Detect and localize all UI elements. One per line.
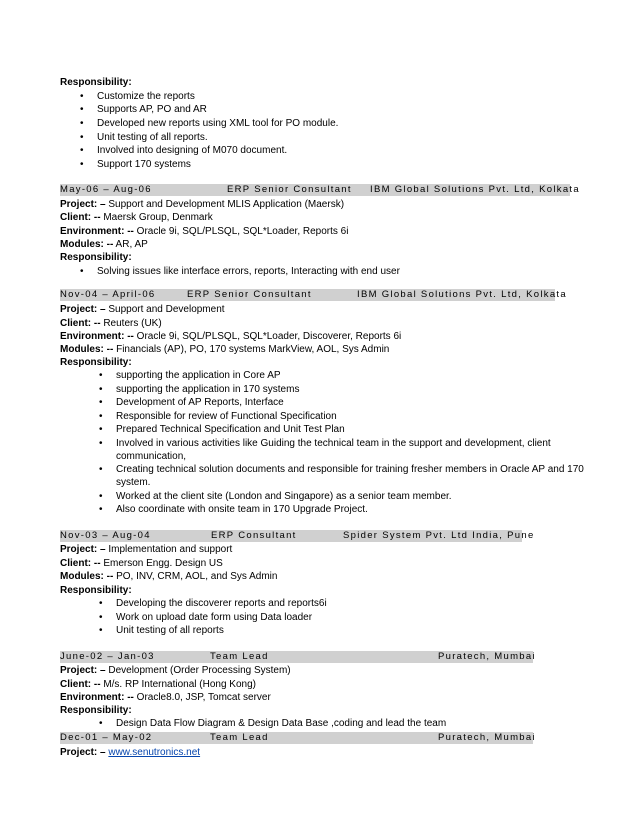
list-item: • Development of AP Reports, Interface	[99, 397, 284, 408]
environment-line: Environment: -- Oracle 9i, SQL/PLSQL, SQL*Loader, Discoverer, Reports 6i	[60, 331, 402, 342]
modules-line: Modules: -- AR, AP	[60, 239, 148, 250]
list-item: • Creating technical solution documents and responsible for training fresher members in Oracle AP and 170	[99, 464, 584, 475]
list-item: • supporting the application in Core AP	[99, 370, 281, 381]
job-period: May-06 – Aug-06	[60, 184, 152, 195]
responsibility-heading: Responsibility:	[60, 357, 132, 368]
client-line: Client: -- Reuters (UK)	[60, 318, 162, 329]
list-item: • Also coordinate with onsite team in 170 Upgrade Project.	[99, 504, 368, 515]
list-item: • Unit testing of all reports.	[80, 132, 208, 143]
responsibility-heading: Responsibility:	[60, 585, 132, 596]
list-item: • Developed new reports using XML tool for PO module.	[80, 118, 339, 129]
job-period: Dec-01 – May-02	[60, 732, 153, 743]
job-company: IBM Global Solutions Pvt. Ltd, Kolkata	[370, 184, 580, 195]
environment-line: Environment: -- Oracle 9i, SQL/PLSQL, SQL*Loader, Reports 6i	[60, 226, 349, 237]
project-line: Project: – Development (Order Processing System)	[60, 665, 291, 676]
list-item-continuation: communication,	[116, 451, 187, 462]
list-item: • Involved into designing of M070 document.	[80, 145, 288, 156]
client-line: Client: -- M/s. RP International (Hong Kong)	[60, 679, 256, 690]
list-item: • Design Data Flow Diagram & Design Data Base ,coding and lead the team	[99, 718, 447, 729]
project-line: Project: – www.senutronics.net	[60, 747, 201, 758]
list-item: • Involved in various activities like Guiding the technical team in the support and development, client	[99, 438, 551, 449]
modules-line: Modules: -- Financials (AP), PO, 170 systems MarkView, AOL, Sys Admin	[60, 344, 390, 355]
job-header-bar	[60, 289, 567, 301]
modules-line: Modules: -- PO, INV, CRM, AOL, and Sys Admin	[60, 571, 278, 582]
job-role: ERP Senior Consultant	[187, 289, 312, 300]
list-item: • supporting the application in 170 systems	[99, 384, 300, 395]
job-period: June-02 – Jan-03	[60, 651, 155, 662]
job-company: Spider System Pvt. Ltd India, Pune	[343, 530, 535, 541]
job-header-bar	[60, 732, 536, 744]
list-item: • Work on upload date form using Data loader	[99, 612, 313, 623]
project-link[interactable]: www.senutronics.net	[108, 747, 201, 758]
list-item: • Responsible for review of Functional Specification	[99, 411, 337, 422]
list-item: • Unit testing of all reports	[99, 625, 224, 636]
list-item-continuation: system.	[116, 477, 151, 488]
list-item: • Solving issues like interface errors, reports, Interacting with end user	[80, 266, 400, 277]
responsibility-heading: Responsibility:	[60, 252, 132, 263]
job-period: Nov-04 – April-06	[60, 289, 156, 300]
responsibility-heading: Responsibility:	[60, 77, 132, 88]
job-role: ERP Consultant	[211, 530, 297, 541]
project-line: Project: – Support and Development	[60, 304, 225, 315]
project-line: Project: – Implementation and support	[60, 544, 233, 555]
job-role: Team Lead	[210, 732, 269, 743]
list-item: • Customize the reports	[80, 91, 195, 102]
client-line: Client: -- Maersk Group, Denmark	[60, 212, 213, 223]
job-role: ERP Senior Consultant	[227, 184, 352, 195]
list-item: • Supports AP, PO and AR	[80, 104, 207, 115]
project-line: Project: – Support and Development MLIS Application (Maersk)	[60, 199, 345, 210]
job-header-bar	[60, 651, 536, 663]
job-header-bar	[60, 530, 535, 542]
client-line: Client: -- Emerson Engg. Design US	[60, 558, 223, 569]
list-item: • Developing the discoverer reports and reports6i	[99, 598, 327, 609]
job-period: Nov-03 – Aug-04	[60, 530, 151, 541]
job-role: Team Lead	[210, 651, 269, 662]
list-item: • Support 170 systems	[80, 159, 191, 170]
list-item: • Prepared Technical Specification and Unit Test Plan	[99, 424, 345, 435]
job-company: IBM Global Solutions Pvt. Ltd, Kolkata	[357, 289, 567, 300]
list-item: • Worked at the client site (London and Singapore) as a senior team member.	[99, 491, 452, 502]
job-company: Puratech, Mumbai	[438, 732, 536, 743]
responsibility-heading: Responsibility:	[60, 705, 132, 716]
job-company: Puratech, Mumbai	[438, 651, 536, 662]
job-header-bar	[60, 184, 580, 196]
environment-line: Environment: -- Oracle8.0, JSP, Tomcat server	[60, 692, 271, 703]
